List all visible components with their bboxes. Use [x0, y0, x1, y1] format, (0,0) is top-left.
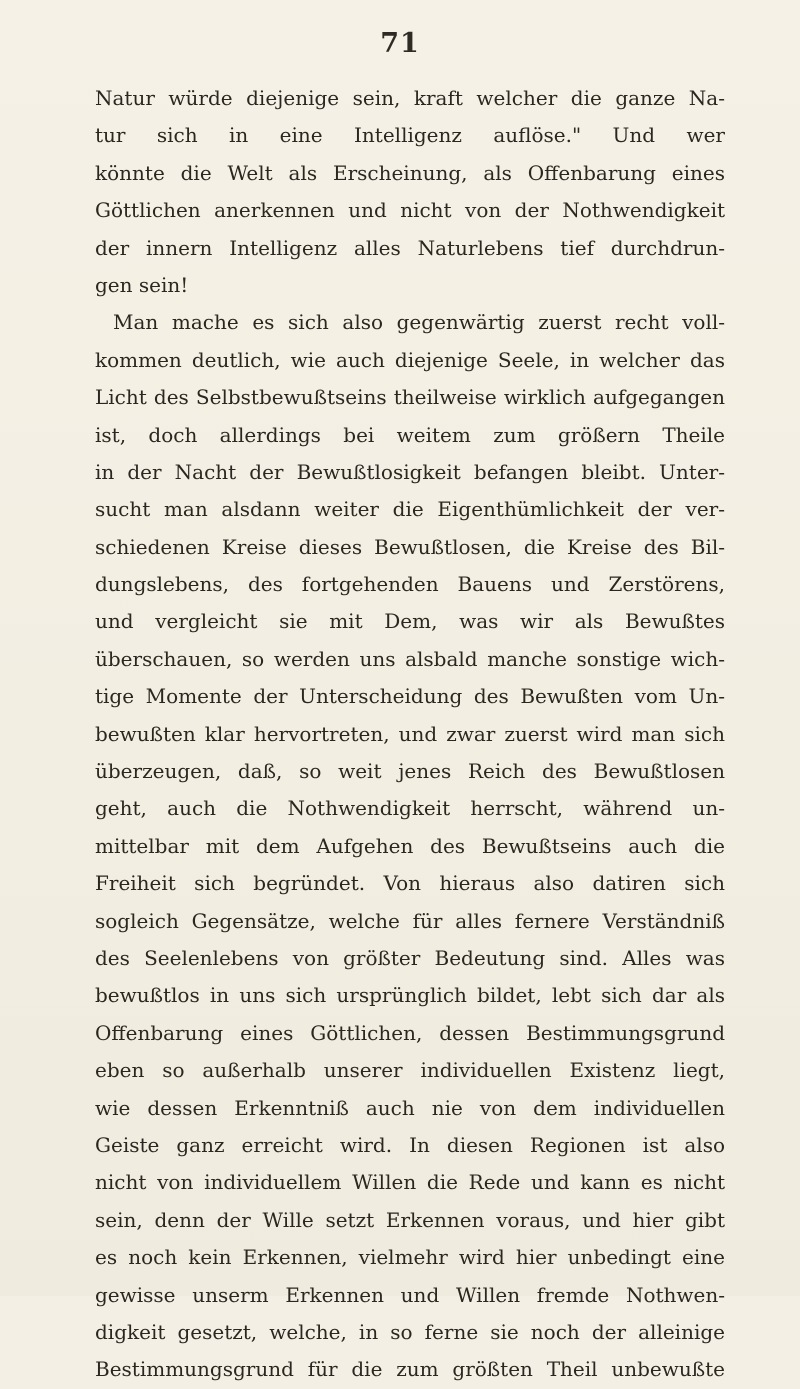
text-line: gen sein! [95, 272, 189, 297]
text-line: nicht von individuellem Willen die Rede und kann es nicht [95, 1170, 725, 1195]
text-line: sucht man alsdann weiter die Eigenthümlichkeit der ver- [95, 497, 725, 522]
text-line: Offenbarung eines Göttlichen, dessen Bestimmungsgrund [95, 1020, 725, 1045]
paragraph-1 [95, 80, 725, 304]
text-line: geht, auch die Nothwendigkeit herrscht, während un- [95, 796, 725, 821]
text-line: in der Nacht der Bewußtlosigkeit befangen bleibt. Unter- [95, 459, 725, 484]
text-line: überzeugen, daß, so weit jenes Reich des Bewußtlosen [95, 759, 725, 784]
text-line: tur sich in eine Intelligenz auflöse." Und wer [95, 123, 725, 148]
text-line: gewisse unserm Erkennen und Willen fremde Nothwen- [95, 1282, 725, 1307]
text-line: Licht des Selbstbewußtseins theilweise wirklich aufgegangen [95, 385, 725, 410]
text-line: digkeit gesetzt, welche, in so ferne sie noch der alleinige [95, 1319, 725, 1344]
text-line: bewußten klar hervortreten, und zwar zuerst wird man sich [95, 721, 725, 746]
text-line: es noch kein Erkennen, vielmehr wird hier unbedingt eine [95, 1245, 725, 1270]
text-line: überschauen, so werden uns alsbald manche sonstige wich- [95, 646, 725, 671]
body-text [95, 80, 725, 1389]
text-line: des Seelenlebens von größter Bedeutung sind. Alles was [95, 945, 725, 970]
text-line: Freiheit sich begründet. Von hieraus also datiren sich [95, 871, 725, 896]
text-line: Geiste ganz erreicht wird. In diesen Regionen ist also [95, 1132, 725, 1157]
text-line: Göttlichen anerkennen und nicht von der Nothwendigkeit [95, 198, 725, 223]
text-line: ist, doch allerdings bei weitem zum größern Theile [95, 422, 725, 447]
text-line: Natur würde diejenige sein, kraft welcher die ganze Na- [95, 86, 725, 110]
text-line: und vergleicht sie mit Dem, was wir als Bewußtes [95, 609, 725, 634]
text-line: sein, denn der Wille setzt Erkennen voraus, und hier gibt [95, 1207, 725, 1232]
text-line: Man mache es sich also gegenwärtig zuerst recht voll- [113, 310, 725, 335]
text-line: dungslebens, des fortgehenden Bauens und Zerstörens, [95, 572, 725, 597]
page-number: 71 [380, 28, 420, 59]
text-line: der innern Intelligenz alles Naturlebens tief durchdrun- [95, 235, 725, 260]
text-line: mittelbar mit dem Aufgehen des Bewußtseins auch die [95, 833, 725, 858]
text-line: eben so außerhalb unserer individuellen Existenz liegt, [95, 1058, 725, 1083]
text-line: schiedenen Kreise dieses Bewußtlosen, die Kreise des Bil- [95, 534, 725, 559]
text-line: bewußtlos in uns sich ursprünglich bildet, lebt sich dar als [95, 983, 725, 1008]
text-line: wie dessen Erkenntniß auch nie von dem individuellen [95, 1095, 725, 1120]
text-line: kommen deutlich, wie auch diejenige Seele, in welcher das [95, 347, 725, 372]
text-line: tige Momente der Unterscheidung des Bewußten vom Un- [95, 684, 725, 709]
text-line: Bestimmungsgrund für die zum größten Theil unbewußte [95, 1357, 725, 1382]
text-line: sogleich Gegensätze, welche für alles fernere Verständniß [95, 908, 725, 933]
text-line: könnte die Welt als Erscheinung, als Offenbarung eines [95, 160, 725, 185]
paragraph-2 [95, 304, 725, 1388]
